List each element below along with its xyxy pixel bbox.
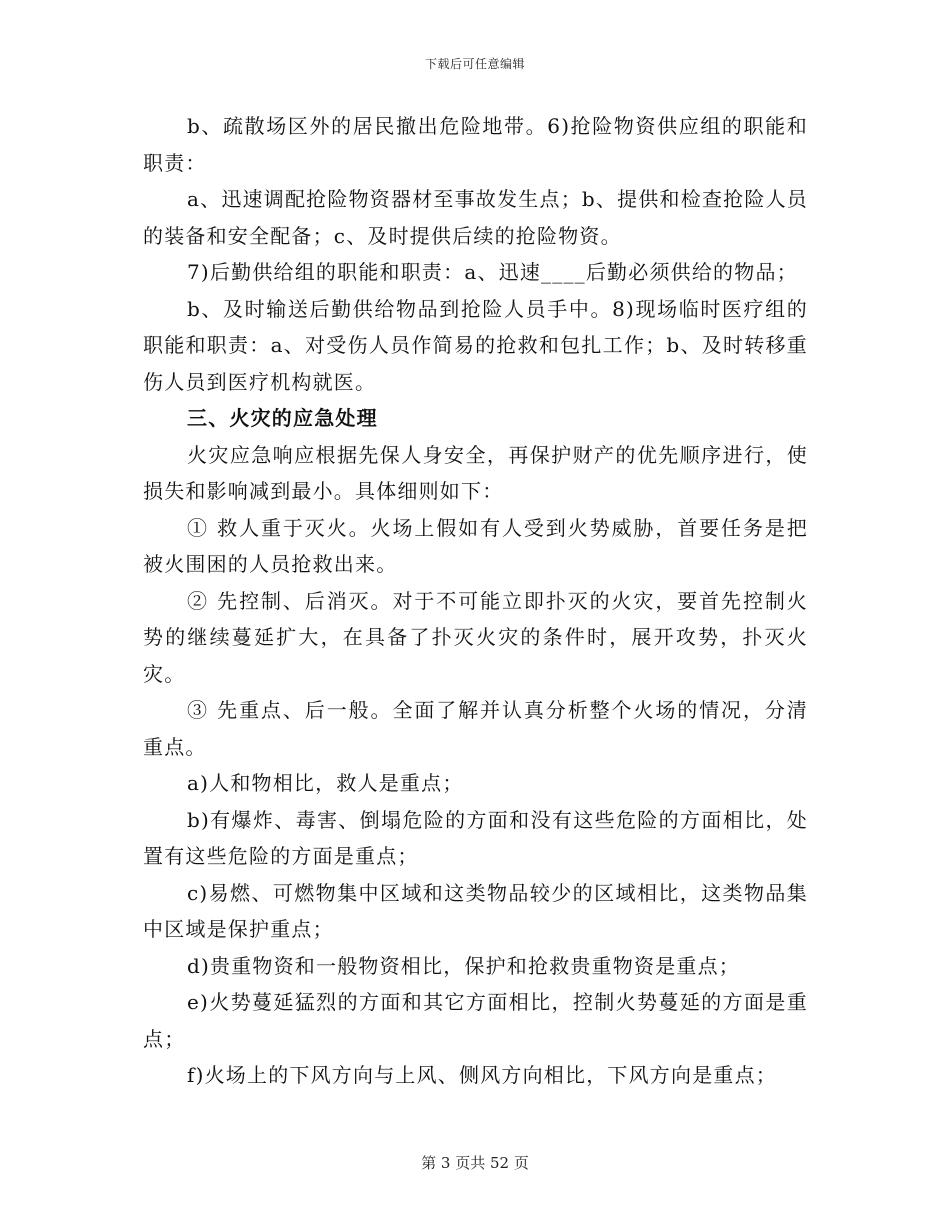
page-number: 第 3 页共 52 页 bbox=[421, 1154, 529, 1172]
paragraph-supply-duties: a、迅速调配抢险物资器材至事故发生点；b、提供和检查抢险人员的装备和安全配备；c、及时提供后续的抢险物资。 bbox=[143, 187, 808, 248]
paragraph-priority-first: ③ 先重点、后一般。全面了解并认真分析整个火场的情况，分清重点。 bbox=[143, 698, 808, 759]
paragraph-evacuation: b、疏散场区外的居民撤出危险地带。6)抢险物资供应组的职能和职责： bbox=[143, 114, 808, 175]
paragraph-rescue-first: ① 救人重于灭火。火场上假如有人受到火势威胁，首要任务是把被火围困的人员抢救出来。 bbox=[143, 515, 808, 576]
list-item-c: c)易燃、可燃物集中区域和这类物品较少的区域相比，这类物品集中区域是保护重点； bbox=[143, 880, 808, 941]
list-item-d: d)贵重物资和一般物资相比，保护和抢救贵重物资是重点； bbox=[187, 953, 741, 978]
section-heading-fire-response: 三、火灾的应急处理 bbox=[187, 406, 378, 430]
paragraph-fire-intro: 火灾应急响应根据先保人身安全，再保护财产的优先顺序进行，使损失和影响减到最小。具体细则如下： bbox=[143, 442, 808, 503]
list-item-b: b)有爆炸、毒害、倒塌危险的方面和没有这些危险的方面相比，处置有这些危险的方面是重点； bbox=[143, 807, 808, 868]
paragraph-logistics-group: 7)后勤供给组的职能和职责：a、迅速____后勤必须供给的物品； bbox=[187, 260, 798, 284]
list-item-f: f)火场上的下风方向与上风、侧风方向相比，下风方向是重点； bbox=[187, 1063, 778, 1087]
document-body bbox=[143, 108, 808, 1094]
list-item-a: a)人和物相比，救人是重点； bbox=[187, 771, 464, 795]
page-header-note: 下载后可任意编辑 bbox=[424, 57, 525, 71]
paragraph-control-first: ② 先控制、后消灭。对于不可能立即扑灭的火灾，要首先控制火势的继续蔓延扩大，在具备了扑灭火灾的条件时，展开攻势，扑灭火灾。 bbox=[143, 588, 808, 686]
paragraph-medical-group: b、及时输送后勤供给物品到抢险人员手中。8)现场临时医疗组的职能和职责：a、对受伤人员作简易的抢救和包扎工作；b、及时转移重伤人员到医疗机构就医。 bbox=[143, 296, 808, 394]
list-item-e: e)火势蔓延猛烈的方面和其它方面相比，控制火势蔓延的方面是重点； bbox=[143, 990, 808, 1051]
